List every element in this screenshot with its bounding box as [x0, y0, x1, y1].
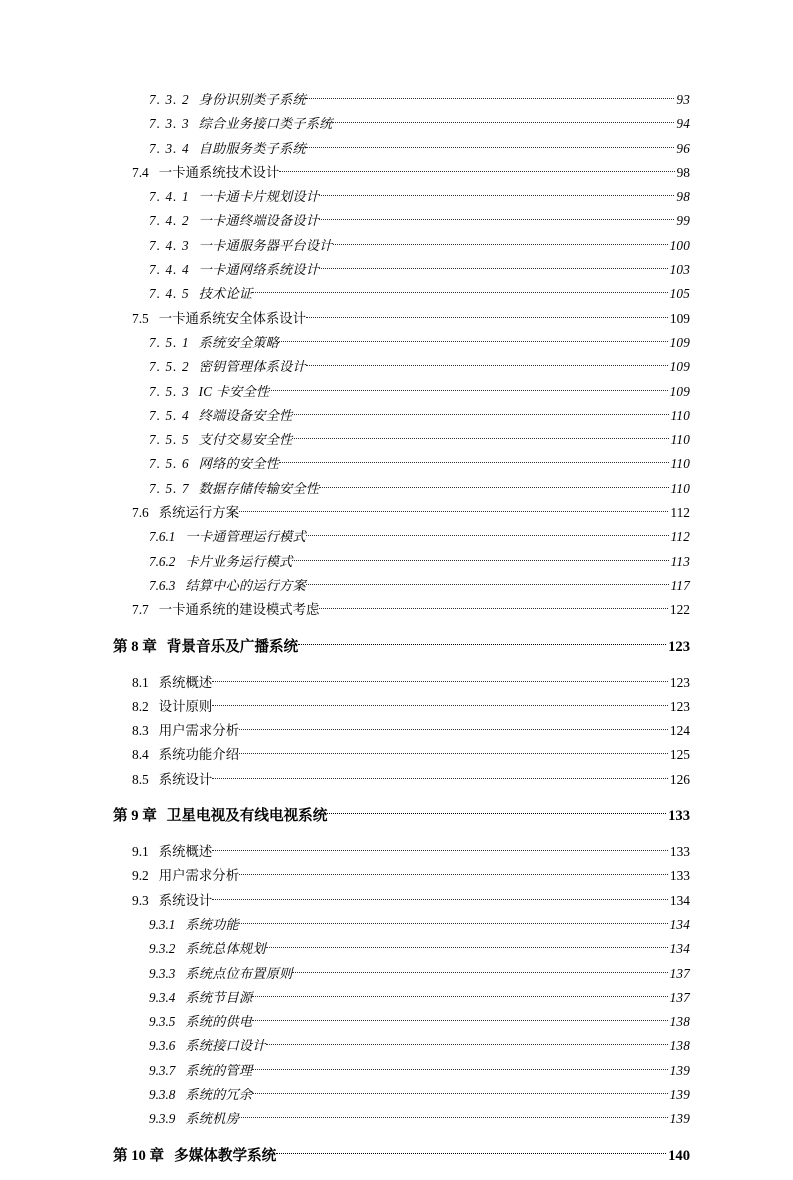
dot-leader — [306, 577, 669, 590]
toc-entry-page-number: 138 — [669, 1014, 690, 1030]
toc-entry[interactable] — [0, 743, 793, 767]
toc-entry-title: 一卡通卡片规划设计 — [198, 189, 320, 205]
toc-entry[interactable] — [0, 477, 793, 501]
toc-entry-title: 系统功能 — [185, 916, 239, 932]
toc-entry-page-number: 123 — [668, 638, 690, 655]
toc-entry-page-number: 98 — [676, 189, 690, 205]
toc-entry[interactable] — [0, 550, 793, 574]
toc-entry-page-number: 110 — [670, 456, 690, 472]
toc-entry-number: 9.3.5 — [149, 1014, 176, 1030]
toc-entry[interactable] — [0, 137, 793, 161]
toc-entry-title: 一卡通系统技术设计 — [158, 164, 280, 180]
toc-entry-page-number: 139 — [669, 1111, 690, 1127]
dot-leader — [252, 1013, 667, 1026]
toc-entry[interactable] — [0, 282, 793, 306]
dot-leader — [306, 91, 675, 104]
dot-leader — [239, 746, 668, 759]
dot-leader — [319, 188, 674, 201]
toc-entry[interactable] — [0, 803, 793, 830]
toc-entry-title: 系统的管理 — [185, 1062, 253, 1078]
toc-entry-title: 系统设计 — [158, 771, 213, 787]
dot-leader — [252, 1086, 667, 1099]
toc-entry[interactable] — [0, 937, 793, 961]
toc-entry[interactable] — [0, 428, 793, 452]
dot-leader — [279, 334, 668, 347]
toc-entry-page-number: 117 — [670, 577, 690, 593]
toc-entry-number: 8.1 — [132, 674, 149, 690]
toc-entry-title: 一卡通管理运行模式 — [185, 529, 306, 545]
toc-entry-title: 一卡通终端设备设计 — [198, 213, 320, 229]
toc-entry-number: 7. 5. 2 — [149, 359, 190, 375]
toc-entry[interactable] — [0, 1083, 793, 1107]
toc-entry-title: 网络的安全性 — [198, 456, 279, 472]
toc-entry[interactable] — [0, 574, 793, 598]
toc-entry[interactable] — [0, 404, 793, 428]
toc-entry-number: 9.3.2 — [149, 941, 176, 957]
toc-entry-number: 7. 5. 7 — [149, 480, 190, 496]
dot-leader — [327, 805, 666, 820]
toc-entry-title: 一卡通服务器平台设计 — [198, 237, 333, 253]
toc-entry[interactable] — [0, 864, 793, 888]
toc-entry-page-number: 113 — [670, 553, 690, 569]
dot-leader — [239, 1110, 668, 1123]
toc-entry-number: 9.1 — [132, 844, 149, 860]
toc-entry-title: 结算中心的运行方案 — [185, 577, 306, 593]
toc-entry-number: 7.6.2 — [149, 553, 176, 569]
toc-entry-title: 终端设备安全性 — [198, 407, 293, 423]
toc-entry[interactable] — [0, 719, 793, 743]
toc-entry-title: 系统节目源 — [185, 989, 253, 1005]
toc-entry-title: 身份识别类子系统 — [198, 92, 306, 107]
toc-entry-page-number: 134 — [669, 941, 690, 957]
dot-leader — [252, 989, 667, 1002]
toc-entry-title: 系统运行方案 — [158, 505, 240, 521]
toc-entry[interactable] — [0, 913, 793, 937]
toc-entry-number: 第 8 章 — [113, 638, 157, 655]
toc-entry-number: 7.6.1 — [149, 529, 176, 545]
toc-entry-title: 数据存储传输安全性 — [198, 480, 320, 496]
toc-entry-page-number: 139 — [669, 1062, 690, 1078]
toc-entry-page-number: 110 — [670, 432, 690, 448]
dot-leader — [306, 309, 668, 322]
toc-entry-page-number: 125 — [669, 747, 690, 763]
toc-entry[interactable] — [0, 501, 793, 525]
toc-entry-page-number: 139 — [669, 1086, 690, 1102]
dot-leader — [292, 964, 667, 977]
dot-leader — [266, 940, 668, 953]
dot-leader — [333, 115, 675, 128]
dot-leader — [306, 528, 669, 541]
toc-entry-page-number: 138 — [669, 1038, 690, 1054]
dot-leader — [298, 636, 666, 651]
toc-entry[interactable] — [0, 307, 793, 331]
dot-leader — [276, 1145, 666, 1160]
toc-entry-page-number: 93 — [676, 92, 690, 107]
toc-entry-page-number: 105 — [669, 286, 690, 302]
toc-entry-number: 8.5 — [132, 771, 149, 787]
dot-leader — [279, 164, 674, 177]
toc-entry[interactable] — [0, 695, 793, 719]
toc-entry-title: 系统功能介绍 — [158, 747, 240, 763]
toc-entry-title: 系统点位布置原则 — [185, 965, 293, 981]
toc-entry-page-number: 140 — [668, 1147, 690, 1164]
toc-entry[interactable] — [0, 258, 793, 282]
dot-leader — [252, 1062, 667, 1075]
toc-entry[interactable] — [0, 1107, 793, 1131]
toc-entry-title: 设计原则 — [158, 698, 213, 714]
toc-entry-page-number: 112 — [670, 529, 690, 545]
dot-leader — [292, 407, 668, 420]
toc-entry[interactable] — [0, 598, 793, 622]
toc-entry-title: IC 卡安全性 — [198, 383, 270, 399]
toc-entry[interactable] — [0, 962, 793, 986]
dot-leader — [239, 867, 668, 880]
toc-entry-page-number: 99 — [676, 213, 690, 229]
toc-entry-page-number: 123 — [669, 698, 690, 714]
toc-entry-number: 7. 5. 3 — [149, 383, 190, 399]
toc-entry-page-number: 122 — [669, 602, 690, 618]
toc-entry-page-number: 103 — [669, 262, 690, 278]
toc-entry-number: 9.3 — [132, 892, 149, 908]
toc-entry-number: 7. 5. 5 — [149, 432, 190, 448]
dot-leader — [239, 722, 668, 735]
toc-entry-number: 7. 5. 6 — [149, 456, 190, 472]
dot-leader — [319, 601, 667, 614]
toc-entry-number: 9.3.4 — [149, 989, 176, 1005]
toc-entry[interactable] — [0, 525, 793, 549]
dot-leader — [212, 843, 668, 856]
toc-entry-page-number: 96 — [676, 140, 690, 156]
dot-leader — [212, 697, 668, 710]
toc-entry-page-number: 133 — [669, 868, 690, 884]
toc-entry-page-number: 100 — [669, 237, 690, 253]
toc-entry-page-number: 94 — [676, 116, 690, 132]
toc-entry-title: 系统设计 — [158, 892, 213, 908]
toc-entry-title: 系统机房 — [185, 1111, 239, 1127]
toc-entry[interactable] — [0, 380, 793, 404]
toc-entry-page-number: 133 — [669, 844, 690, 860]
dot-leader — [212, 673, 668, 686]
toc-entry-page-number: 109 — [669, 359, 690, 375]
toc-entry-page-number: 109 — [669, 383, 690, 399]
toc-entry[interactable] — [0, 1010, 793, 1034]
toc-entry-title: 系统的供电 — [185, 1014, 253, 1030]
toc-entry[interactable] — [0, 986, 793, 1010]
toc-entry-page-number: 137 — [669, 989, 690, 1005]
toc-entry[interactable] — [0, 1034, 793, 1058]
toc-entry-page-number: 126 — [669, 771, 690, 787]
dot-leader — [292, 431, 668, 444]
toc-entry-title: 背景音乐及广播系统 — [166, 638, 299, 655]
toc-entry[interactable] — [0, 452, 793, 476]
toc-entry-number: 9.3.9 — [149, 1111, 176, 1127]
toc-entry-number: 7. 4. 1 — [149, 189, 190, 205]
toc-entry[interactable] — [0, 112, 793, 136]
toc-entry-title: 系统总体规划 — [185, 941, 266, 957]
toc-entry-page-number: 134 — [669, 892, 690, 908]
dot-leader — [333, 237, 668, 250]
toc-entry-number: 8.2 — [132, 698, 149, 714]
toc-entry-title: 系统安全策略 — [198, 334, 279, 350]
toc-entry-number: 7. 3. 3 — [149, 116, 190, 132]
toc-entry-number: 7. 4. 3 — [149, 237, 190, 253]
toc-entry[interactable] — [0, 234, 793, 258]
toc-entry-page-number: 133 — [668, 808, 690, 825]
dot-leader — [306, 139, 675, 152]
toc-entry-page-number: 98 — [676, 164, 690, 180]
toc-entry-title: 系统的冗余 — [185, 1086, 253, 1102]
toc-entry[interactable] — [0, 331, 793, 355]
dot-leader — [212, 891, 668, 904]
toc-entry[interactable] — [0, 768, 793, 792]
toc-entry-number: 7. 5. 4 — [149, 407, 190, 423]
toc-entry-page-number: 112 — [670, 505, 690, 521]
toc-entry-number: 9.3.8 — [149, 1086, 176, 1102]
toc-entry-title: 系统概述 — [158, 674, 213, 690]
toc-entry-title: 一卡通系统安全体系设计 — [158, 310, 307, 326]
toc-entry-title: 系统接口设计 — [185, 1038, 266, 1054]
toc-entry-number: 7.7 — [132, 602, 149, 618]
toc-entry-title: 技术论证 — [198, 286, 253, 302]
toc-entry-title: 密钥管理体系设计 — [198, 359, 306, 375]
toc-entry-title: 自助服务类子系统 — [198, 140, 306, 156]
dot-leader — [319, 212, 674, 225]
toc-entry[interactable] — [0, 185, 793, 209]
toc-entry-number: 第 9 章 — [113, 808, 157, 825]
toc-entry-title: 一卡通系统的建设模式考虑 — [158, 602, 320, 618]
toc-entry-page-number: 137 — [669, 965, 690, 981]
toc-entry-number: 7.6 — [132, 505, 149, 521]
dot-leader — [239, 916, 668, 929]
table-of-contents — [0, 88, 793, 1180]
toc-entry-title: 支付交易安全性 — [198, 432, 293, 448]
dot-leader — [306, 358, 668, 371]
dot-leader — [212, 770, 668, 783]
toc-entry-number: 9.3.1 — [149, 916, 176, 932]
toc-entry[interactable] — [0, 671, 793, 695]
toc-entry-number: 9.2 — [132, 868, 149, 884]
toc-entry-page-number: 123 — [669, 674, 690, 690]
toc-entry-number: 7. 4. 2 — [149, 213, 190, 229]
toc-entry[interactable] — [0, 355, 793, 379]
toc-entry[interactable] — [0, 889, 793, 913]
toc-entry-page-number: 124 — [669, 723, 690, 739]
toc-entry-number: 8.4 — [132, 747, 149, 763]
toc-entry-title: 用户需求分析 — [158, 868, 240, 884]
toc-entry-title: 多媒体教学系统 — [174, 1147, 277, 1164]
toc-entry[interactable] — [0, 1059, 793, 1083]
toc-entry-page-number: 109 — [669, 334, 690, 350]
dot-leader — [239, 504, 668, 517]
toc-entry-number: 9.3.6 — [149, 1038, 176, 1054]
toc-entry-page-number: 110 — [670, 480, 690, 496]
dot-leader — [292, 552, 668, 565]
dot-leader — [269, 382, 667, 395]
toc-entry-number: 7. 5. 1 — [149, 334, 190, 350]
toc-entry-page-number: 134 — [669, 916, 690, 932]
toc-entry-number: 7. 4. 5 — [149, 286, 190, 302]
toc-entry-title: 综合业务接口类子系统 — [198, 116, 333, 132]
toc-entry-number: 7.6.3 — [149, 577, 176, 593]
toc-entry-title: 卡片业务运行模式 — [185, 553, 293, 569]
dot-leader — [252, 285, 667, 298]
toc-entry-title: 卫星电视及有线电视系统 — [166, 808, 328, 825]
toc-entry-number: 9.3.3 — [149, 965, 176, 981]
dot-leader — [279, 455, 669, 468]
toc-entry[interactable] — [0, 161, 793, 185]
toc-entry-number: 7. 3. 2 — [149, 92, 190, 107]
toc-entry-number: 7. 4. 4 — [149, 262, 190, 278]
toc-entry-title: 用户需求分析 — [158, 723, 240, 739]
toc-entry[interactable] — [0, 634, 793, 661]
dot-leader — [319, 261, 667, 274]
toc-entry-number: 7.4 — [132, 164, 149, 180]
toc-entry[interactable] — [0, 840, 793, 864]
toc-entry-number: 9.3.7 — [149, 1062, 176, 1078]
toc-entry[interactable] — [0, 88, 793, 112]
toc-entry-number: 第 10 章 — [113, 1147, 165, 1164]
toc-entry-page-number: 110 — [670, 407, 690, 423]
toc-entry-page-number: 109 — [669, 310, 690, 326]
toc-entry[interactable] — [0, 1143, 793, 1170]
toc-entry-number: 7. 3. 4 — [149, 140, 190, 156]
toc-entry[interactable] — [0, 209, 793, 233]
toc-entry-title: 系统概述 — [158, 844, 213, 860]
toc-entry-title: 一卡通网络系统设计 — [198, 262, 320, 278]
dot-leader — [266, 1037, 668, 1050]
dot-leader — [319, 480, 668, 493]
toc-entry-number: 7.5 — [132, 310, 149, 326]
toc-entry-number: 8.3 — [132, 723, 149, 739]
